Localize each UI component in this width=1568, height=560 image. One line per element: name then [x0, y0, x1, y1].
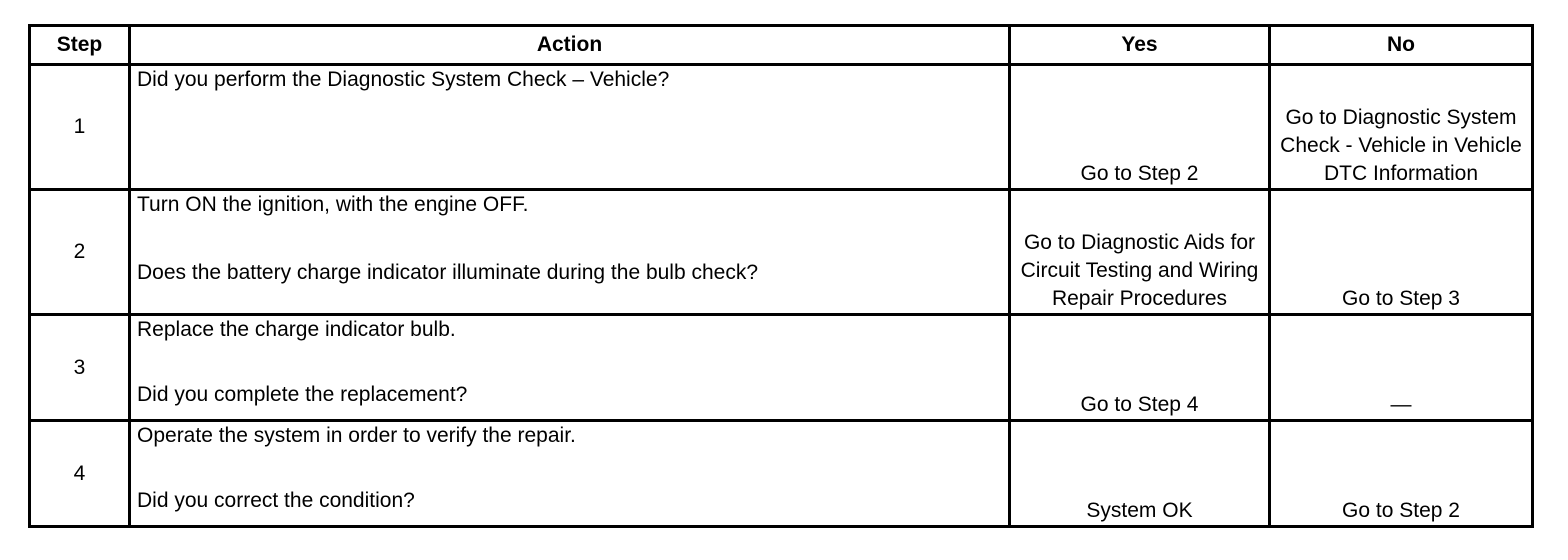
- table-row: [30, 190, 1533, 315]
- no-outcome: Go to Step 2: [1270, 421, 1533, 527]
- action-text: Replace the charge indicator bulb.: [137, 318, 456, 341]
- action-question: Did you correct the condition?: [137, 489, 415, 512]
- table-row: [30, 65, 1533, 190]
- diagnostic-table: [28, 24, 1534, 528]
- yes-outcome: System OK: [1010, 421, 1270, 527]
- yes-outcome: Go to Step 2: [1010, 65, 1270, 190]
- action-text: Turn ON the ignition, with the engine OFF.: [137, 193, 529, 216]
- action-question: Does the battery charge indicator illuminate during the bulb check?: [137, 261, 759, 284]
- header-action: Action: [130, 26, 1010, 65]
- action-cell: [130, 315, 1010, 421]
- step-number: 2: [30, 190, 130, 315]
- header-step: Step: [30, 26, 130, 65]
- action-cell: [130, 65, 1010, 190]
- step-number: 4: [30, 421, 130, 527]
- action-text: Operate the system in order to verify the repair.: [137, 424, 576, 447]
- step-number: 3: [30, 315, 130, 421]
- yes-outcome: Go to Diagnostic Aids for Circuit Testing and Wiring Repair Procedures: [1010, 190, 1270, 315]
- header-no: No: [1270, 26, 1533, 65]
- no-outcome: —: [1270, 315, 1533, 421]
- action-cell: [130, 190, 1010, 315]
- table-header-row: [30, 26, 1533, 65]
- action-text: Did you perform the Diagnostic System Check – Vehicle?: [137, 68, 670, 91]
- yes-outcome: Go to Step 4: [1010, 315, 1270, 421]
- action-question: Did you complete the replacement?: [137, 383, 468, 406]
- step-number: 1: [30, 65, 130, 190]
- no-outcome: Go to Diagnostic System Check - Vehicle in Vehicle DTC Information: [1270, 65, 1533, 190]
- no-outcome: Go to Step 3: [1270, 190, 1533, 315]
- header-yes: Yes: [1010, 26, 1270, 65]
- table-row: [30, 421, 1533, 527]
- action-cell: [130, 421, 1010, 527]
- table-row: [30, 315, 1533, 421]
